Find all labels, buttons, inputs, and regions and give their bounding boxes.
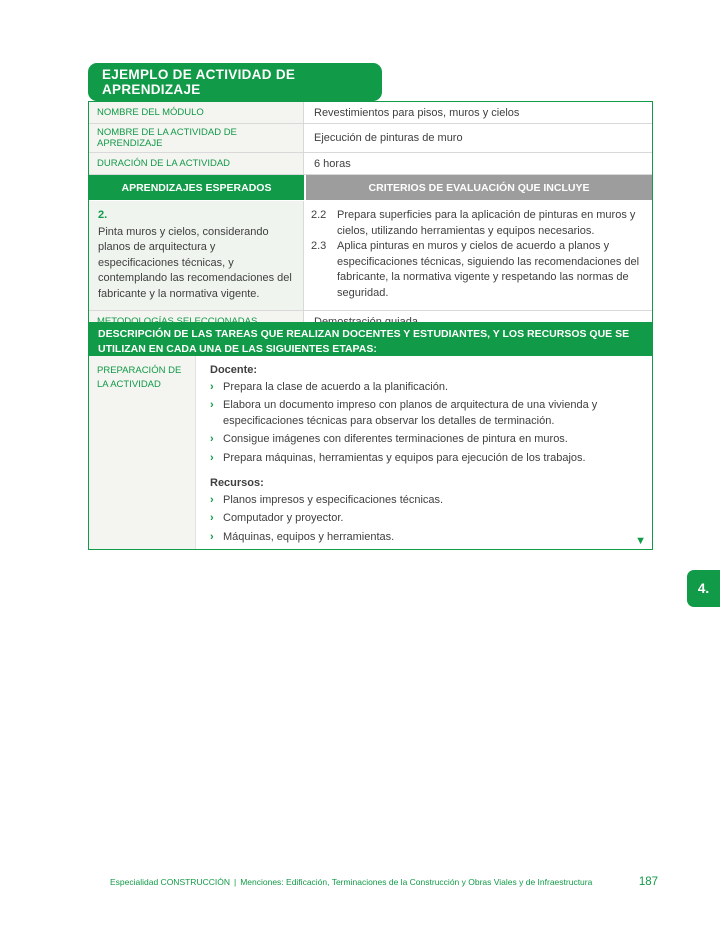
table-row [89,124,652,153]
page-number: 187 [638,876,658,888]
list-item [210,380,638,395]
list-item [210,530,638,545]
table-row [89,153,652,175]
expected-learning-cell [89,201,304,310]
footer-separator: | [233,877,237,887]
stage-content [196,356,652,549]
bullet-chevron-icon: › [210,451,214,464]
table-header-row [89,175,652,201]
criteria-header: CRITERIOS DE EVALUACIÓN QUE INCLUYE [306,175,652,200]
criteria-text: Prepara superficies para la aplicación de pinturas en muros y cielos, utilizando herramientas y equipos necesarios. [337,209,636,237]
duration-label: DURACIÓN DE LA ACTIVIDAD [89,153,304,174]
criteria-number: 2.2 [311,209,327,221]
bullet-chevron-icon: › [210,399,214,412]
criteria-text: Aplica pinturas en muros y cielos de acuerdo a planos y especificaciones técnicas, siguiendo las recomendaciones del fabricante, la normativa vigente y respetando las normas de seguridad. [337,240,640,300]
resources-heading: Recursos: [210,476,264,489]
footer-specialty: Especialidad CONSTRUCCIÓN [110,877,230,887]
module-name-label: NOMBRE DEL MÓDULO [89,102,304,123]
criteria-item [311,239,644,301]
description-banner: DESCRIPCIÓN DE LAS TAREAS QUE REALIZAN DOCENTES Y ESTUDIANTES, Y LOS RECURSOS QUE SE UTILIZAN EN CADA UNA DE LAS SIGUIENTES ETAPAS: [88,322,653,361]
list-item-text: Prepara la clase de acuerdo a la planificación. [223,381,449,393]
list-item-text: Elabora un documento impreso con planos de arquitectura de una vivienda y especificaciones técnicas para observar los detalles de terminación. [223,399,598,427]
criteria-number: 2.3 [311,240,327,253]
page-footer [88,876,658,888]
page-title: EJEMPLO DE ACTIVIDAD DE APRENDIZAJE [88,63,382,101]
teacher-heading: Docente: [210,364,258,376]
bullet-chevron-icon: › [210,512,214,525]
stage-table [88,356,653,550]
list-item [210,432,638,447]
activity-name-value: Ejecución de pinturas de muro [314,132,463,144]
bullet-chevron-icon: › [210,493,214,506]
chapter-tab: 4. [687,570,720,607]
table-row [89,201,652,311]
expected-learning-header: APRENDIZAJES ESPERADOS [89,175,304,200]
list-item [210,493,638,508]
criteria-item [311,208,644,239]
bullet-chevron-icon: › [210,530,214,543]
bullet-chevron-icon: › [210,381,214,393]
list-item [210,511,638,526]
list-item-text: Máquinas, equipos y herramientas. [223,530,395,543]
table-row [89,102,652,124]
table-continues-arrow-icon: ▼ [635,535,646,547]
activity-name-label: NOMBRE DE LA ACTIVIDAD DE APRENDIZAJE [89,124,304,152]
footer-mentions: Menciones: Edificación, Terminaciones de la Construcción y Obras Viales y de Infraestructura [240,877,593,887]
activity-info-table [88,101,653,334]
stage-label: PREPARACIÓN DE LA ACTIVIDAD [89,356,196,549]
module-name-value: Revestimientos para pisos, muros y cielos [314,106,520,119]
list-item-text: Prepara máquinas, herramientas y equipos para ejecución de los trabajos. [223,451,586,464]
bullet-chevron-icon: › [210,433,214,446]
expected-learning-number: 2. [98,209,108,221]
list-item-text: Planos impresos y especificaciones técnicas. [223,493,444,506]
list-item-text: Consigue imágenes con diferentes terminaciones de pintura en muros. [223,433,568,446]
expected-learning-text: Pinta muros y cielos, considerando planos de arquitectura y especificaciones técnicas, y contemplando las recomendaciones del fabricante y la normativa vigente. [98,225,292,301]
footer-text [88,877,592,887]
criteria-cell [304,201,652,310]
duration-value: 6 horas [314,157,351,170]
list-item [210,451,638,466]
list-item [210,398,638,429]
list-item-text: Computador y proyector. [223,512,344,525]
